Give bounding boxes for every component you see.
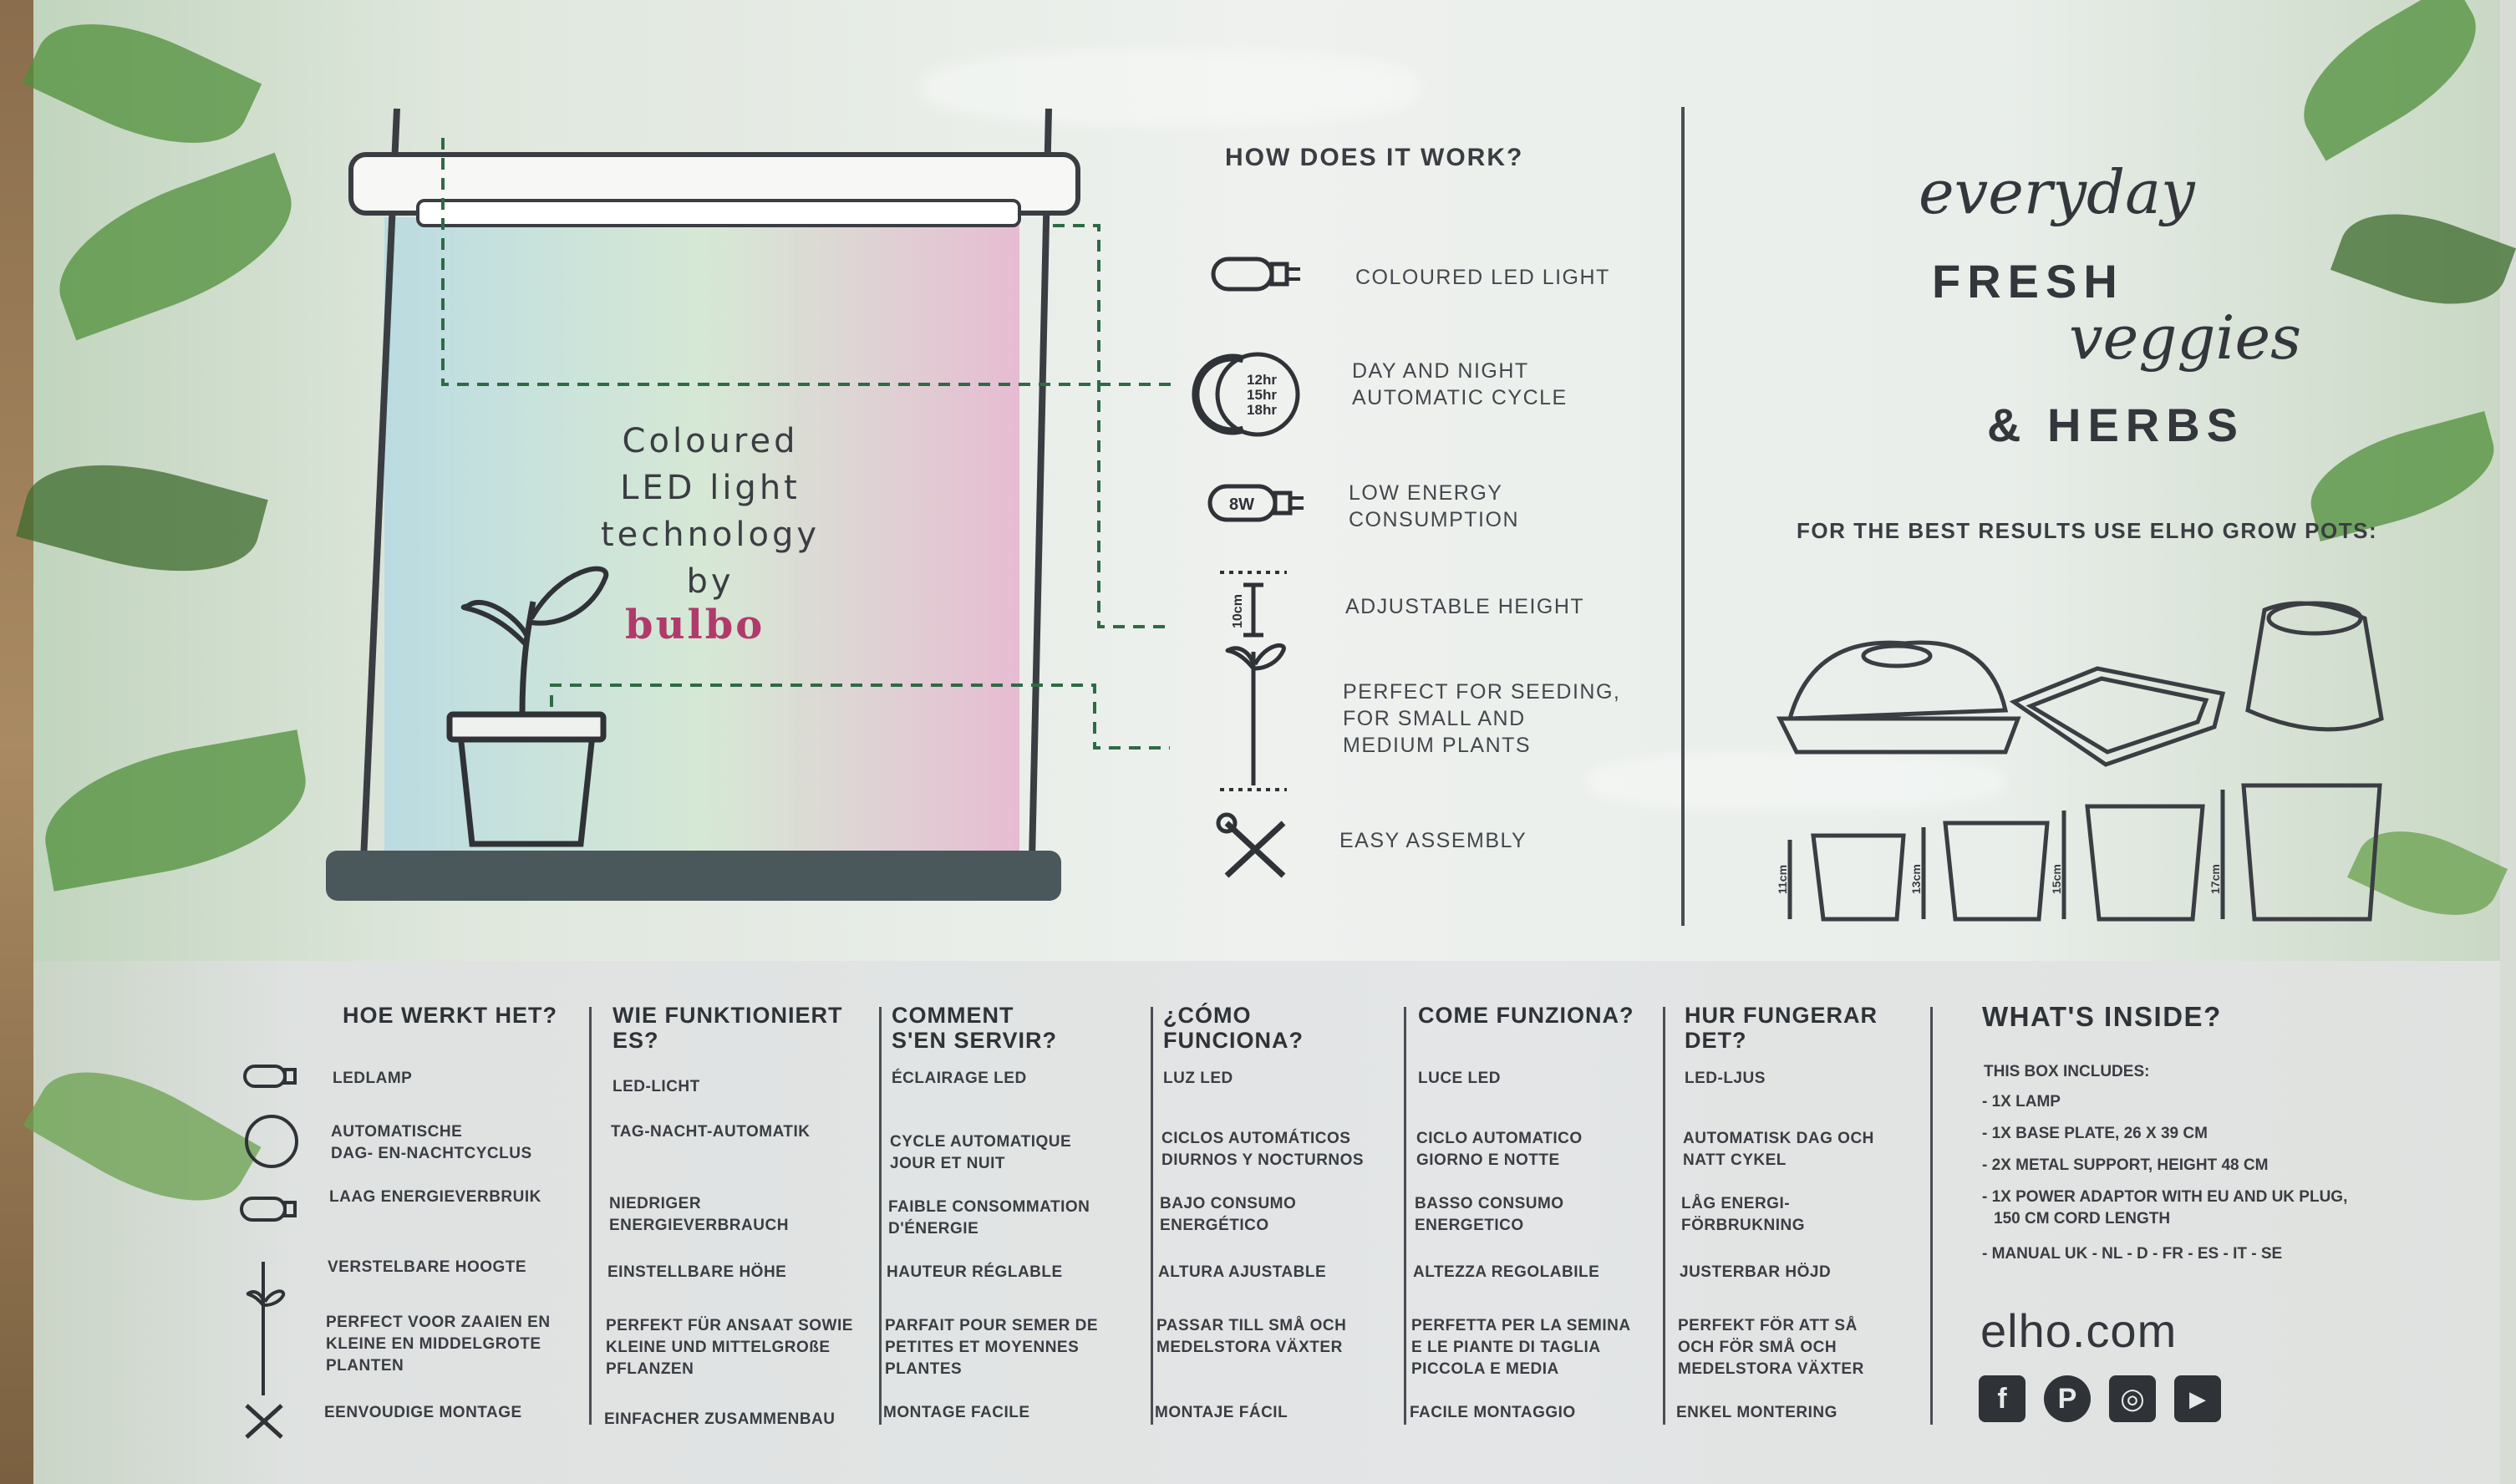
pot-size-11: 11cm: [1776, 864, 1789, 894]
everyday-script: everyday: [1919, 157, 2195, 227]
pots-row: [1790, 785, 2380, 919]
height-label: 10cm: [1231, 594, 1245, 628]
pot-size-13: 13cm: [1909, 864, 1923, 894]
lamp-text-block: [577, 418, 844, 605]
lang-divider-1: [589, 1007, 592, 1425]
lang-col-4-title: ¿CÓMO FUNCIONA?: [1163, 1003, 1304, 1053]
lang-col-1-title: HOE WERKT HET?: [343, 1003, 557, 1028]
tools-icon-small: [247, 1405, 282, 1437]
lang-col-4-row-1: LUZ LED: [1163, 1070, 1233, 1087]
lang-col-5-row-1: LUCE LED: [1418, 1070, 1501, 1087]
lang-col-2-row-4: EINSTELLBARE HÖHE: [607, 1263, 787, 1281]
lang-col-4-row-6: MONTAJE FÁCIL: [1155, 1404, 1288, 1421]
bulbo-logo: bulbo: [625, 602, 765, 648]
herbs-headline: & HERBS: [1987, 399, 2245, 451]
lang-col-2-row-6: EINFACHER ZUSAMMENBAU: [604, 1410, 836, 1428]
lang-col-2-title: WIE FUNKTIONIERT ES?: [612, 1003, 843, 1053]
feature-icons: [1203, 251, 1337, 886]
lang-col-4-row-5: PASSAR TILL SMÅ OCH MEDELSTORA VÄXTER: [1156, 1317, 1347, 1356]
feature-4: ADJUSTABLE HEIGHT: [1345, 595, 1585, 618]
lang-col-3-row-5: PARFAIT POUR SEMER DE PETITES ET MOYENNES PLANTES: [885, 1317, 1099, 1378]
lang-col-5-title: COME FUNZIONA?: [1418, 1003, 1634, 1028]
lang-col-3-row-6: MONTAGE FACILE: [883, 1404, 1030, 1421]
veggies-script: veggies: [2069, 302, 2302, 373]
pinterest-icon[interactable]: P: [2044, 1375, 2091, 1422]
grow-pots-illustration: [1776, 585, 2398, 936]
how-title: HOW DOES IT WORK?: [1225, 144, 1524, 171]
lang-divider-5: [1663, 1007, 1665, 1425]
youtube-icon[interactable]: ▶: [2174, 1375, 2221, 1422]
lang-col-3-row-2: CYCLE AUTOMATIQUE JOUR ET NUIT: [890, 1133, 1072, 1172]
website-link[interactable]: elho.com: [1980, 1304, 2178, 1357]
wood-surface: [0, 0, 33, 1484]
lamp-pole-right: [1032, 109, 1049, 861]
inside-item-1: - 1X LAMP: [1982, 1093, 2061, 1110]
fresh-headline: FRESH: [1932, 255, 2124, 307]
feature-2: DAY AND NIGHT AUTOMATIC CYCLE: [1352, 359, 1568, 409]
lamp-text-line1: Coloured: [622, 422, 799, 460]
day-night-cycle-icon-small: [247, 1116, 297, 1166]
pot-size-17: 17cm: [2208, 864, 2222, 894]
lang-col-1-row-2: AUTOMATISCHE DAG- EN-NACHTCYCLUS: [331, 1123, 532, 1162]
energy-label: 8W: [1229, 496, 1254, 514]
lamp-text-line2: LED light: [620, 469, 801, 507]
low-energy-icon-small: [241, 1198, 295, 1220]
inside-item-2: - 1X BASE PLATE, 26 X 39 CM: [1982, 1125, 2208, 1142]
feature-1: COLOURED LED LIGHT: [1355, 266, 1610, 289]
feature-3: LOW ENERGY CONSUMPTION: [1349, 481, 1519, 531]
divider-top: [1681, 107, 1685, 926]
lang-col-2-row-3: NIEDRIGER ENERGIEVERBRAUCH: [609, 1195, 789, 1234]
lang-col-6-row-2: AUTOMATISK DAG OCH NATT CYKEL: [1683, 1130, 1874, 1169]
cycle-label-18: 18hr: [1247, 402, 1277, 418]
lang-col-1-row-5: PERFECT VOOR ZAAIEN EN KLEINE EN MIDDELGROTE PLANTEN: [326, 1314, 551, 1375]
lang-col-6-row-5: PERFEKT FÖR ATT SÅ OCH FÖR SMÅ OCH MEDELSTORA VÄXTER: [1678, 1317, 1864, 1378]
lang-col-1-row-3: LAAG ENERGIEVERBRUIK: [329, 1188, 541, 1206]
lang-col-6-row-6: ENKEL MONTERING: [1676, 1404, 1837, 1421]
lang-divider-3: [1151, 1007, 1153, 1425]
lang-col-4-row-2: CICLOS AUTOMÁTICOS DIURNOS Y NOCTURNOS: [1161, 1130, 1365, 1169]
lang-col-4-row-3: BAJO CONSUMO ENERGÉTICO: [1160, 1195, 1297, 1234]
propagator-dome: [1780, 643, 2018, 752]
lang-divider-6: [1930, 1007, 1933, 1425]
inside-item-4: - 1X POWER ADAPTOR WITH EU AND UK PLUG, 150 CM CORD LENGTH: [1982, 1188, 2348, 1227]
tools-icon: [1218, 815, 1283, 876]
lang-col-2-row-2: TAG-NACHT-AUTOMATIK: [611, 1123, 811, 1141]
inside-item-3: - 2X METAL SUPPORT, HEIGHT 48 CM: [1982, 1156, 2269, 1174]
lang-divider-2: [879, 1007, 882, 1425]
pot-size-15: 15cm: [2050, 864, 2063, 894]
lang-col-4-row-4: ALTURA AJUSTABLE: [1158, 1263, 1327, 1281]
lamp-head-inner: [418, 201, 1019, 226]
propagator-tray: [2014, 668, 2223, 765]
lang-col-6-row-4: JUSTERBAR HÖJD: [1680, 1263, 1832, 1281]
pot-rim: [450, 714, 603, 739]
led-bulb-icon: [1213, 259, 1300, 289]
lamp-text-line3: technology: [600, 516, 821, 554]
day-night-cycle-icon: [1196, 354, 1298, 435]
lang-col-3-title: COMMENT S'EN SERVIR?: [892, 1003, 1057, 1053]
feature-6: EASY ASSEMBLY: [1339, 829, 1527, 852]
lang-col-2-row-1: LED-LICHT: [612, 1078, 700, 1095]
inside-intro: THIS BOX INCLUDES:: [1984, 1063, 2150, 1080]
cycle-label-15: 15hr: [1247, 387, 1277, 403]
inside-title: WHAT'S INSIDE?: [1982, 1001, 2222, 1032]
bottom-icons: [238, 1055, 313, 1439]
lang-col-3-row-3: FAIBLE CONSOMMATION D'ÉNERGIE: [888, 1198, 1090, 1238]
lamp-text-line4: by: [686, 562, 734, 601]
led-bulb-icon-small: [245, 1066, 295, 1086]
inside-item-5: - MANUAL UK - NL - D - FR - ES - IT - SE: [1982, 1245, 2283, 1263]
lang-col-6-title: HUR FUNGERAR DET?: [1685, 1003, 1878, 1053]
lang-col-2-row-5: PERFEKT FÜR ANSAAT SOWIE KLEINE UND MITTELGROßE PFLANZEN: [606, 1317, 853, 1378]
feature-5: PERFECT FOR SEEDING, FOR SMALL AND MEDIUM PLANTS: [1343, 680, 1621, 757]
adjustable-height-icon: [1220, 572, 1287, 635]
low-energy-icon: [1210, 486, 1304, 520]
grow-pots-title: FOR THE BEST RESULTS USE ELHO GROW POTS:: [1797, 518, 2378, 543]
lang-divider-4: [1404, 1007, 1406, 1425]
propagator-bell: [2248, 603, 2381, 729]
seedling-icon-small: [248, 1262, 283, 1395]
lang-col-3-row-1: ÉCLAIRAGE LED: [892, 1070, 1027, 1087]
lang-col-1-row-4: VERSTELBARE HOOGTE: [328, 1258, 527, 1276]
lang-col-1-row-6: EENVOUDIGE MONTAGE: [324, 1404, 522, 1421]
seedling-icon: [1220, 645, 1287, 790]
lang-col-6-row-3: LÅG ENERGI- FÖRBRUKNING: [1681, 1195, 1805, 1234]
lang-col-6-row-1: LED-LJUS: [1685, 1070, 1766, 1087]
lang-col-5-row-4: ALTEZZA REGOLABILE: [1413, 1263, 1600, 1281]
instagram-icon[interactable]: ◎: [2109, 1375, 2156, 1422]
lang-col-5-row-6: FACILE MONTAGGIO: [1410, 1404, 1576, 1421]
lang-col-5-row-5: PERFETTA PER LA SEMINA E LE PIANTE DI TAGLIA PICCOLA E MEDIA: [1411, 1317, 1631, 1378]
lang-col-1-row-1: LEDLAMP: [333, 1070, 413, 1087]
base-plate: [326, 851, 1061, 901]
lang-col-5-row-3: BASSO CONSUMO ENERGETICO: [1415, 1195, 1564, 1234]
cycle-label-12: 12hr: [1247, 372, 1277, 388]
facebook-icon[interactable]: f: [1979, 1375, 2026, 1422]
lang-col-5-row-2: CICLO AUTOMATICO GIORNO E NOTTE: [1416, 1130, 1583, 1169]
lang-col-3-row-4: HAUTEUR RÉGLABLE: [887, 1263, 1063, 1281]
